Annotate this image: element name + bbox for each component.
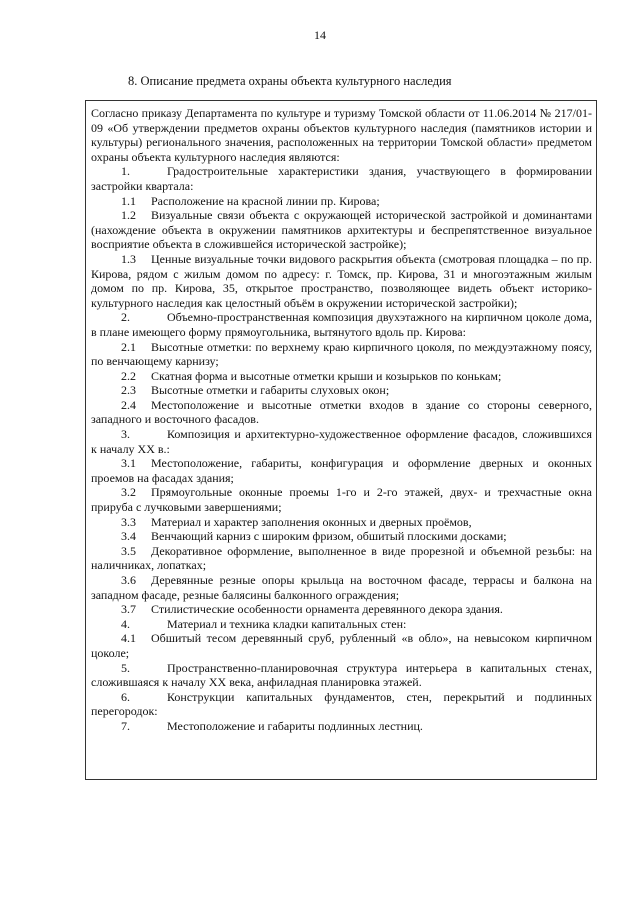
list-item-number: 2.1 xyxy=(121,339,136,354)
list-item xyxy=(91,398,592,427)
protection-items-list xyxy=(91,164,592,733)
list-item-number: 2. xyxy=(121,310,130,325)
list-item xyxy=(91,369,592,384)
list-item-text: Высотные отметки и габариты слуховых окон; xyxy=(151,383,390,398)
list-item xyxy=(91,719,592,734)
list-item-text: Градостроительные характеристики здания, участвующего в формировании застройки квартала: xyxy=(91,164,592,193)
list-item xyxy=(91,485,592,514)
page-number: 14 xyxy=(314,28,326,42)
list-item-text: Материал и техника кладки капитальных стен: xyxy=(167,616,407,631)
list-item xyxy=(91,515,592,530)
list-item-number: 6. xyxy=(121,689,130,704)
list-item-text: Материал и характер заполнения оконных и дверных проёмов, xyxy=(151,514,472,529)
list-item-text: Пространственно-планировочная структура интерьера в капитальных стенах, сложившаяся к началу XX века, анфиладная планировка этажей. xyxy=(91,660,592,690)
list-item-number: 3.5 xyxy=(121,543,136,558)
list-item-number: 4. xyxy=(121,616,130,631)
list-item-number: 7. xyxy=(121,718,130,733)
list-item xyxy=(91,208,592,252)
list-item-text: Скатная форма и высотные отметки крыши и козырьков по конькам; xyxy=(151,368,502,383)
list-item-number: 1. xyxy=(121,164,130,179)
list-item-number: 3.2 xyxy=(121,485,136,500)
list-item xyxy=(91,427,592,456)
list-item xyxy=(91,617,592,632)
list-item-text: Местоположение и габариты подлинных лестниц. xyxy=(167,718,423,733)
list-item-number: 1.1 xyxy=(121,193,136,208)
list-item-number: 2.3 xyxy=(121,383,136,398)
list-item-number: 2.2 xyxy=(121,368,136,383)
list-item-text: Ценные визуальные точки видового раскрытия объекта (смотровая площадка – по пр. Кирова, рядом с жилым домом по адресу: г. Томск, пр. Кирова, 31 и многоэтажным жилым домом по пр. Кирова, 35, открытое пространство, позволяющее видеть объект историко-культурного наследия как целостный объём в окружении исторической застройки); xyxy=(91,251,592,310)
list-item-text: Венчающий карниз с широким фризом, обшитый плоскими досками; xyxy=(151,529,507,544)
list-item-number: 3.6 xyxy=(121,573,136,587)
list-item-number: 3.4 xyxy=(121,529,136,544)
list-item xyxy=(91,573,592,602)
list-item xyxy=(91,690,592,719)
list-item-text: Конструкции капитальных фундаментов, стен, перекрытий и подлинных перегородок: xyxy=(91,689,592,719)
list-item-number: 1.3 xyxy=(121,251,136,266)
list-item-text: Стилистические особенности орнамента деревянного декора здания. xyxy=(151,602,503,617)
list-item xyxy=(91,252,592,310)
list-item xyxy=(91,544,592,573)
list-item-number: 2.4 xyxy=(121,397,136,412)
list-item xyxy=(91,661,592,690)
list-item-text: Объемно-пространственная композиция двухэтажного на кирпичном цоколе дома, в плане имеющего форму прямоугольника, вытянутого вдоль пр. Кирова: xyxy=(91,310,592,339)
list-item-number: 4.1 xyxy=(121,631,136,646)
list-item xyxy=(91,456,592,485)
list-item-number: 3.7 xyxy=(121,602,136,617)
list-item-text: Композиция и архитектурно-художественное оформление фасадов, сложившихся к началу XX в.: xyxy=(91,427,592,456)
list-item xyxy=(91,194,592,209)
list-item xyxy=(91,340,592,369)
list-item xyxy=(91,631,592,660)
list-item xyxy=(91,164,592,193)
list-item-text: Деревянные резные опоры крыльца на восточном фасаде, террасы и балкона на западном фасаде, резные балясины балконного ограждения; xyxy=(91,573,592,602)
list-item xyxy=(91,383,592,398)
list-item-text: Декоративное оформление, выполненное в виде прорезной и объемной резьбы: на наличниках, лопатках; xyxy=(91,543,592,573)
list-item-text: Местоположение и высотные отметки входов в здание со стороны северного, западного и восточного фасадов. xyxy=(91,397,592,427)
list-item xyxy=(91,310,592,339)
protection-subject-box xyxy=(85,100,597,780)
list-item xyxy=(91,529,592,544)
list-item-number: 1.2 xyxy=(121,208,136,223)
list-item xyxy=(91,602,592,617)
list-item-text: Визуальные связи объекта с окружающей исторической застройкой и доминантами (нахождение объекта в окружении памятников архитектуры и беспрепятственное визуальное восприятие объекта в сложившейся исторической застройке); xyxy=(91,208,592,252)
list-item-number: 3.1 xyxy=(121,456,136,471)
list-item-number: 5. xyxy=(121,660,130,675)
list-item-text: Расположение на красной линии пр. Кирова; xyxy=(151,193,380,208)
list-item-text: Местоположение, габариты, конфигурация и оформление дверных и оконных проемов на фасадах здания; xyxy=(91,456,592,485)
list-item-number: 3.3 xyxy=(121,514,136,529)
intro-paragraph: Согласно приказу Департамента по культуре и туризму Томской области от 11.06.2014 № 217/01-09 «Об утверждении предметов охраны объектов культурного наследия (памятников истории и культуры) регионального значения, расположенных на территории Томской области» предметом охраны объекта культурного наследия являются: xyxy=(91,106,592,164)
list-item-text: Обшитый тесом деревянный сруб, рубленный «в обло», на невысоком кирпичном цоколе; xyxy=(91,631,592,660)
list-item-text: Прямоугольные оконные проемы 1-го и 2-го этажей, двух- и трехчастные окна прируба с лучковыми завершениями; xyxy=(91,485,592,515)
list-item-text: Высотные отметки: по верхнему краю кирпичного цоколя, по междуэтажному поясу, по венчающему карнизу; xyxy=(91,339,592,369)
section-title: 8. Описание предмета охраны объекта культурного наследия xyxy=(128,74,452,88)
list-item-number: 3. xyxy=(121,427,130,442)
